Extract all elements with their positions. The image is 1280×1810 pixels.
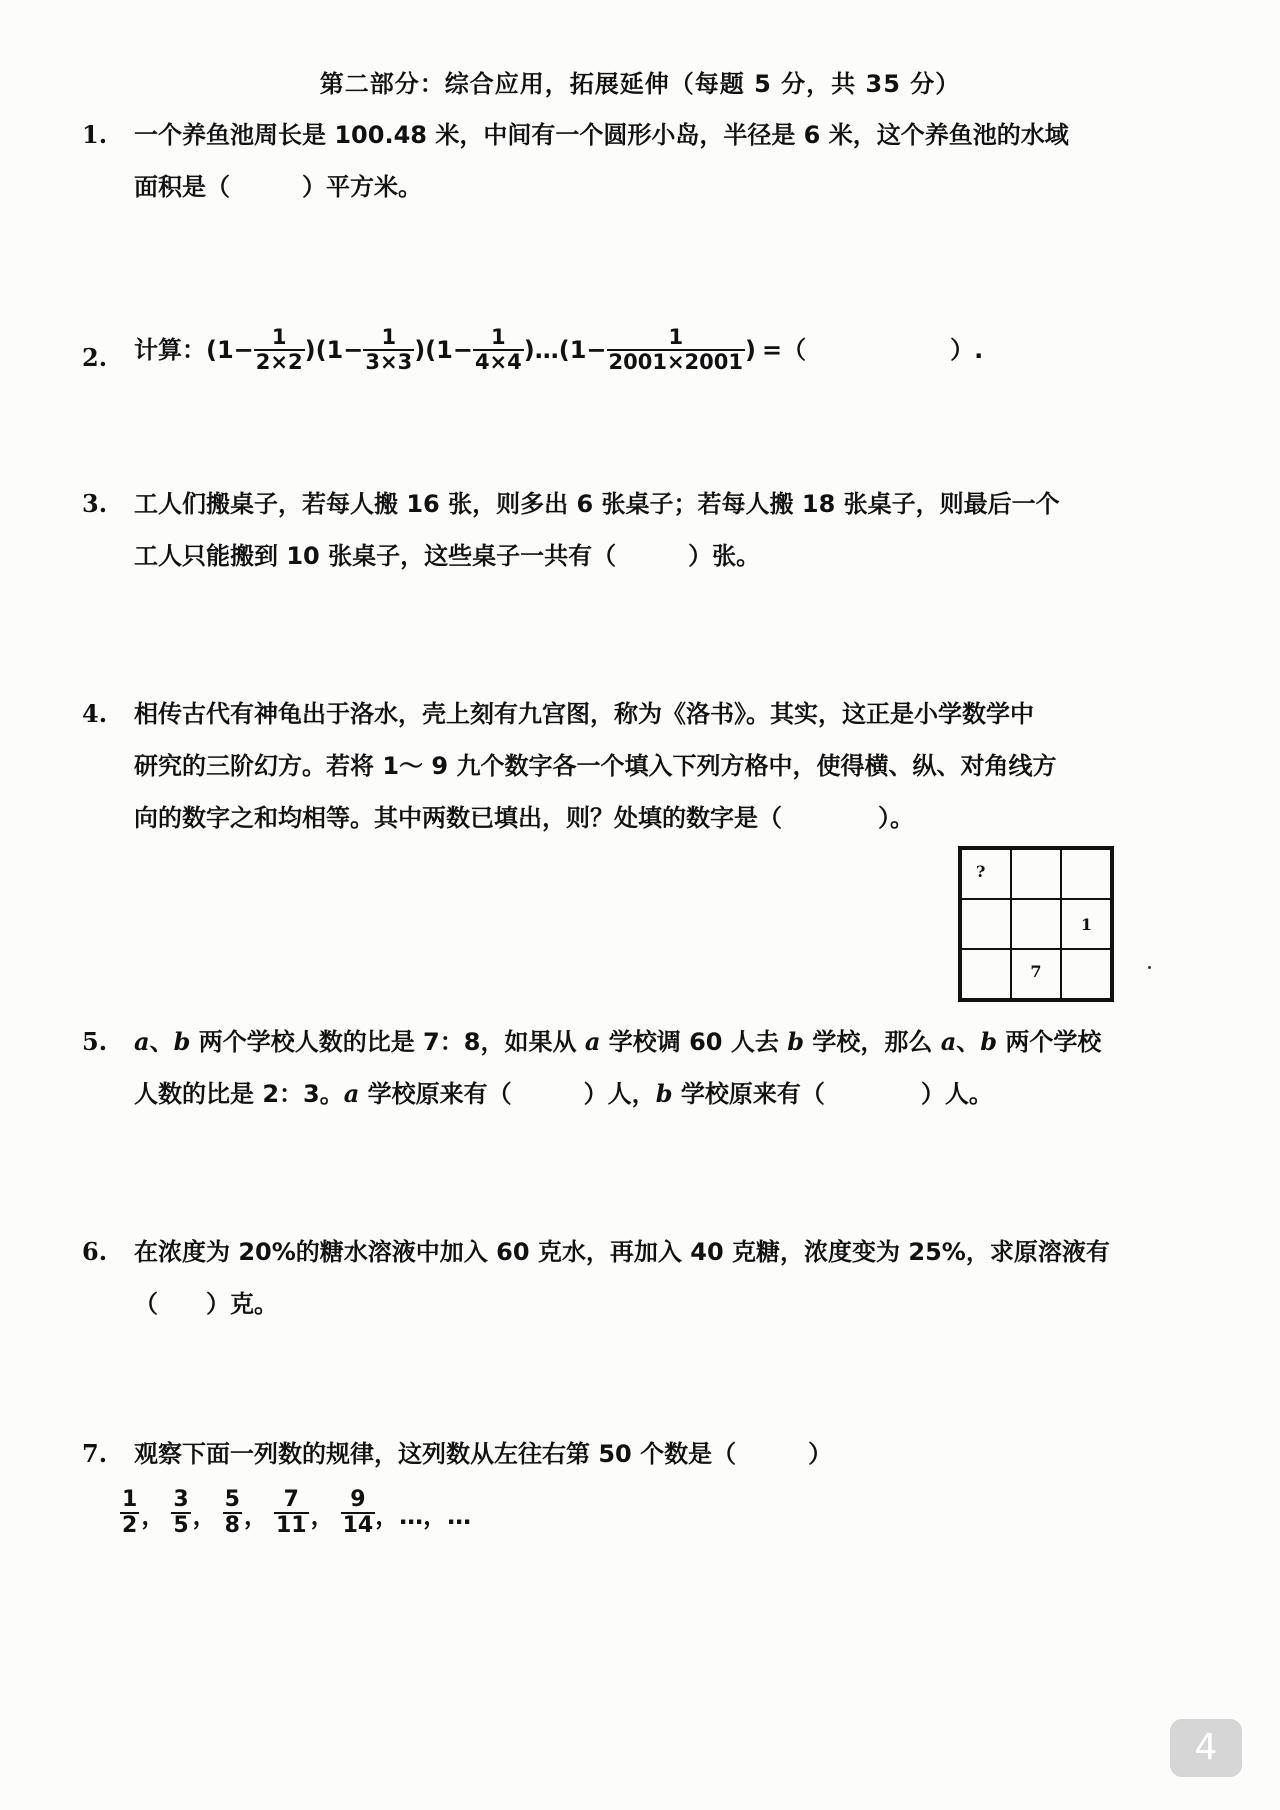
var-a: a: [940, 1027, 957, 1056]
fraction: [473, 326, 524, 374]
numerator: 1: [254, 326, 305, 351]
calc-label: 计算：: [134, 336, 206, 364]
calculation-expression: [134, 324, 983, 376]
var-b: b: [787, 1027, 804, 1056]
fraction: [274, 1488, 309, 1538]
term-prefix: (1−: [558, 336, 607, 364]
stray-mark: [1148, 966, 1151, 969]
numerator: 1: [607, 326, 746, 351]
grid-cell: [961, 949, 1011, 999]
question-7: [82, 1428, 1192, 1480]
question-number: 3.: [82, 489, 108, 518]
question-1: [82, 109, 1192, 213]
numerator: 7: [274, 1488, 309, 1514]
text-part: 学校，那么: [803, 1028, 941, 1056]
numerator: 1: [473, 326, 524, 351]
question-text-line: 研究的三阶幻方。若将 1～ 9 九个数字各一个填入下列方格中，使得横、纵、对角线方: [134, 752, 1057, 780]
question-3: [82, 478, 1192, 582]
text-part: 学校原来有（ ）人。: [672, 1080, 993, 1108]
question-4: [82, 688, 1192, 844]
answer-blank: =（ ）.: [761, 336, 984, 364]
magic-square-grid: [958, 846, 1114, 1002]
question-text-line: 在浓度为 20%的糖水溶液中加入 60 克水，再加入 40 克糖，浓度变为 25%，求原溶液有: [134, 1238, 1110, 1266]
term-suffix: )…: [523, 336, 559, 364]
numerator: 3: [171, 1488, 190, 1514]
question-text-line: [134, 1016, 1192, 1068]
term-suffix: ): [304, 336, 316, 364]
grid-cell: 7: [1011, 949, 1061, 999]
denominator: 4×4: [474, 350, 522, 374]
text-part: 人数的比是 2：3。: [134, 1080, 344, 1108]
question-text-line: 工人只能搬到 10 张桌子，这些桌子一共有（ ）张。: [134, 542, 761, 570]
question-text-line: 一个养鱼池周长是 100.48 米，中间有一个圆形小岛，半径是 6 米，这个养鱼池的水域: [134, 121, 1069, 149]
question-text-line: （ ）克。: [134, 1290, 278, 1318]
grid-cell: [1061, 849, 1111, 899]
grid-cell: [961, 899, 1011, 949]
text-part: 学校调 60 人去: [600, 1028, 788, 1056]
fraction-sequence: $\frac{1}{2}$ ， $\frac{3}{5}$ ， $\frac{5}{8}$ ， $\frac{7}{11}$ ， $\frac{9}{14}$ ，…，…: [122, 1487, 472, 1539]
numerator: 1: [120, 1488, 139, 1514]
question-text-line: 工人们搬桌子，若每人搬 16 张，则多出 6 张桌子；若每人搬 18 张桌子，则最后一个: [134, 490, 1060, 518]
var-b: b: [980, 1027, 998, 1056]
var-a: a: [134, 1027, 150, 1056]
text-part: 两个学校人数的比是 7：8，如果从: [190, 1028, 585, 1056]
denominator: 11: [275, 1513, 307, 1539]
text-part: 两个学校: [997, 1028, 1102, 1056]
fraction: [607, 326, 746, 374]
var-b: b: [173, 1027, 191, 1056]
fraction: [120, 1488, 139, 1538]
denominator: 3×3: [365, 350, 413, 374]
question-text-line: 观察下面一列数的规律，这列数从左往右第 50 个数是（ ）: [134, 1440, 833, 1468]
numerator: 1: [363, 326, 414, 351]
grid-cell: [1011, 849, 1061, 899]
text-part: 、: [956, 1028, 981, 1056]
var-a: a: [584, 1027, 601, 1056]
question-5: [82, 1016, 1192, 1120]
text-part: 学校原来有（ ）人，: [359, 1080, 656, 1108]
denominator: 5: [173, 1513, 189, 1539]
question-text-line: [134, 1068, 1192, 1120]
fraction: [363, 326, 414, 374]
question-number: 5.: [82, 1027, 108, 1056]
var-a: a: [343, 1079, 360, 1108]
denominator: 14: [342, 1513, 374, 1539]
question-number: 4.: [82, 699, 108, 728]
page-number-badge[interactable]: 4: [1170, 1719, 1242, 1777]
numerator: 5: [223, 1488, 242, 1514]
question-number: 1.: [82, 120, 108, 149]
term-suffix: ): [745, 336, 756, 364]
question-text-line: 相传古代有神龟出于洛水，壳上刻有九宫图，称为《洛书》。其实，这正是小学数学中: [134, 700, 1034, 728]
term-prefix: (1−: [206, 336, 254, 364]
grid-cell: ?: [961, 849, 1011, 899]
question-number: 2.: [82, 343, 108, 372]
denominator: 2: [122, 1513, 138, 1539]
term-suffix: ): [414, 336, 426, 364]
term-prefix: (1−: [315, 336, 364, 364]
grid-cell: [1061, 949, 1111, 999]
fraction: [171, 1488, 190, 1538]
denominator: 2001×2001: [608, 350, 744, 374]
section-title: 第二部分：综合应用，拓展延伸（每题 5 分，共 35 分）: [319, 70, 961, 98]
term-prefix: (1−: [425, 336, 473, 364]
grid-cell: [1011, 899, 1061, 949]
fraction: [341, 1488, 376, 1538]
numerator: 9: [341, 1488, 376, 1514]
question-2: [82, 324, 1192, 376]
question-number: 6.: [82, 1237, 108, 1266]
denominator: 8: [224, 1513, 240, 1539]
question-6: [82, 1226, 1192, 1330]
question-text-line: 向的数字之和均相等。其中两数已填出，则？处填的数字是（ ）。: [134, 804, 914, 832]
question-number: 7.: [82, 1439, 108, 1468]
fraction: [254, 326, 305, 374]
question-text-line: 面积是（ ）平方米。: [134, 173, 422, 201]
var-b: b: [655, 1079, 673, 1108]
sequence-ellipsis: ，…，…: [375, 1501, 472, 1530]
fraction: [223, 1488, 242, 1538]
grid-cell: 1: [1061, 899, 1111, 949]
denominator: 2×2: [255, 350, 303, 374]
text-part: 、: [149, 1028, 174, 1056]
